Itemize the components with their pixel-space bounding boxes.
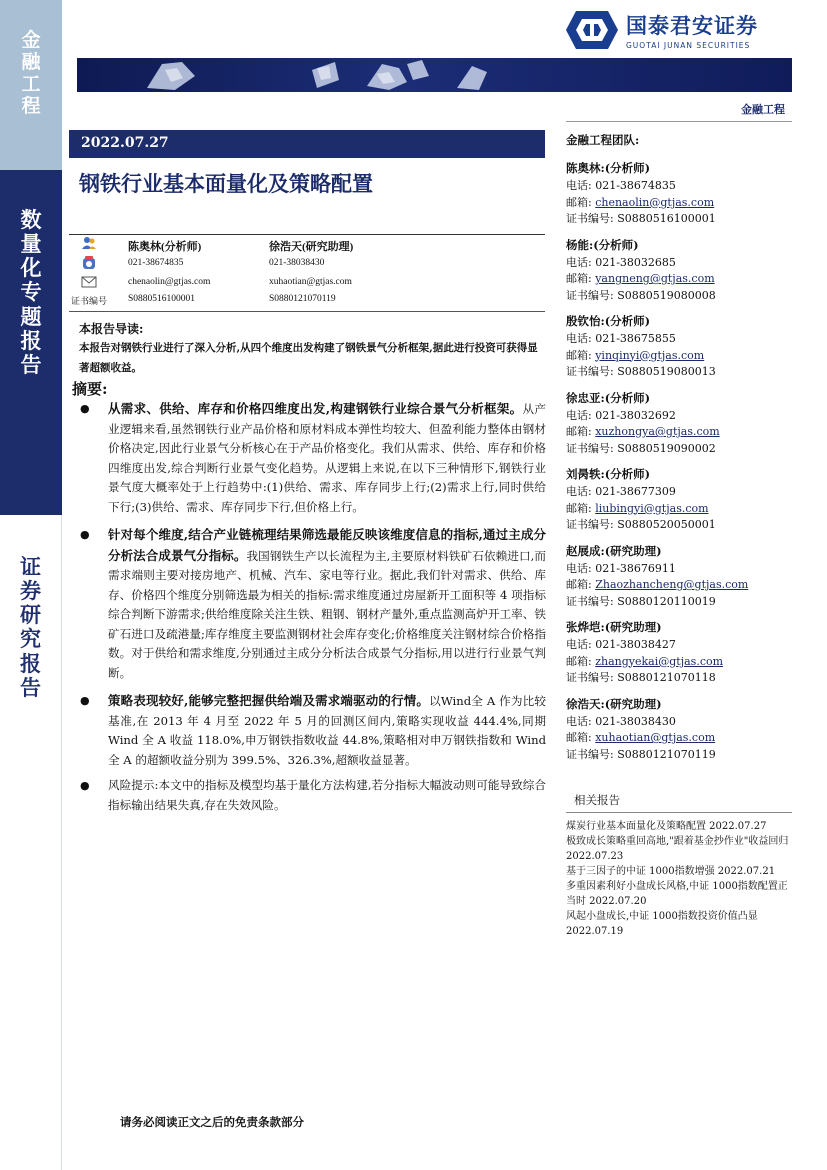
member-name: 殷钦怡:(分析师): [566, 314, 651, 328]
mail-icon: [81, 275, 97, 289]
related-reports: [566, 792, 792, 939]
member-name: 陈奥林:(分析师): [566, 161, 651, 175]
sidebar-char: 专: [20, 280, 42, 305]
cert-label: 证书编号:: [566, 441, 614, 455]
team-member: [566, 158, 796, 228]
cert-label: 证书编号: [71, 296, 108, 306]
cert-label: 证书编号:: [566, 518, 614, 531]
bullet-headline: 策略表现较好,能够完整把握供给端及需求端驱动的行情。: [108, 693, 430, 708]
cert-label: 证书编号:: [566, 288, 614, 302]
member-name: 张烨垲:(研究助理): [566, 620, 662, 634]
member-phone-line: [566, 484, 796, 501]
email-label: 邮箱:: [566, 731, 592, 744]
bullet-headline: 从需求、供给、库存和价格四维度出发,构建钢铁行业综合景气分析框架。: [108, 401, 523, 416]
member-email-line: [566, 730, 796, 747]
member-cert: S0880519080013: [617, 365, 716, 378]
bullet-icon: ●: [80, 528, 90, 541]
abstract-bullet: [78, 399, 546, 517]
cert-label: 证书编号:: [566, 594, 614, 608]
team-heading: 金融工程团队:: [566, 133, 640, 147]
member-phone-line: [566, 255, 796, 272]
member-cert-line: [566, 211, 796, 228]
member-email[interactable]: yangneng@gtjas.com: [595, 272, 715, 285]
team-member: [566, 311, 796, 381]
related-report-link[interactable]: 极致成长策略重回高地,"跟着基金抄作业"收益回归 2022.07.23: [566, 836, 789, 862]
author-cert-row: [69, 292, 545, 308]
logo-name-cn: 国泰君安证券: [626, 14, 758, 38]
email-label: 邮箱:: [566, 578, 592, 591]
cert-label: 证书编号:: [566, 365, 614, 378]
member-cert-line: [566, 441, 796, 458]
author-cert: S0880121070119: [269, 294, 336, 304]
phone-label: 电话:: [566, 638, 592, 651]
email-label: 邮箱:: [566, 501, 592, 515]
member-phone: 021-38038430: [595, 714, 676, 728]
person-icon: [81, 236, 97, 250]
phone-label: 电话:: [566, 485, 592, 498]
divider: [69, 234, 545, 235]
member-email-line: [566, 348, 796, 365]
member-email-line: [566, 577, 796, 594]
team-panel: [566, 132, 796, 770]
team-member: [566, 541, 796, 611]
member-phone: 021-38032692: [595, 408, 676, 422]
related-report-link[interactable]: 基于三因子的中证 1000指数增强 2022.07.21: [566, 866, 776, 877]
guide-text: 本报告对钢铁行业进行了深入分析,从四个维度出发构建了钢铁景气分析框架,据此进行投资可获得显著超额收益。: [79, 342, 538, 374]
sidebar-char: 数: [20, 208, 42, 232]
member-phone: 021-38032685: [595, 255, 676, 269]
member-phone-line: [566, 331, 796, 348]
bullet-icon: ●: [80, 402, 90, 415]
member-cert-line: [566, 747, 796, 764]
email-label: 邮箱:: [566, 654, 592, 668]
member-phone-line: [566, 178, 796, 195]
member-name: 刘昺轶:(分析师): [566, 467, 651, 481]
member-cert-line: [566, 288, 796, 305]
member-cert: S0880120110019: [617, 594, 716, 608]
email-label: 邮箱:: [566, 272, 592, 285]
member-cert: S0880516100001: [617, 212, 716, 225]
bullet-icon: ●: [80, 779, 90, 792]
related-report-link[interactable]: 风起小盘成长,中证 1000指数投资价值凸显 2022.07.19: [566, 911, 758, 937]
report-date: 2022.07.27: [69, 130, 545, 158]
member-cert: S0880121070118: [617, 671, 716, 684]
email-label: 邮箱:: [566, 425, 592, 438]
abstract-list: [78, 399, 546, 815]
team-member-list: [566, 158, 796, 763]
author-cert: S0880516100001: [128, 294, 196, 304]
phone-label: 电话:: [566, 714, 592, 728]
disclaimer-footer: 请务必阅读正文之后的免责条款部分: [120, 1115, 304, 1129]
abstract-bullet: [78, 691, 546, 770]
cert-label: 证书编号:: [566, 747, 614, 761]
cert-label: 证书编号:: [566, 212, 614, 225]
member-cert-line: [566, 594, 796, 611]
divider: [69, 311, 545, 312]
member-cert-line: [566, 517, 796, 534]
member-name: 徐忠亚:(分析师): [566, 390, 651, 405]
member-email[interactable]: chenaolin@gtjas.com: [595, 195, 715, 209]
member-email[interactable]: yinqinyi@gtjas.com: [595, 348, 705, 362]
member-email[interactable]: liubingyi@gtjas.com: [595, 501, 709, 515]
author-email[interactable]: chenaolin@gtjas.com: [128, 277, 211, 287]
related-report-link[interactable]: 多重因素利好小盘成长风格,中证 1000指数配置正当时 2022.07.20: [566, 881, 788, 907]
sidebar-char: 化: [20, 256, 42, 281]
author-phone: 021-38038430: [269, 258, 325, 268]
email-label: 邮箱:: [566, 348, 592, 362]
sidebar-char: 究: [20, 627, 41, 652]
sidebar-char: 告: [20, 675, 41, 700]
member-phone-line: [566, 408, 796, 425]
member-phone-line: [566, 714, 796, 731]
member-cert: S0880121070119: [617, 747, 716, 761]
divider: [566, 121, 792, 122]
author-email[interactable]: xuhaotian@gtjas.com: [269, 277, 352, 287]
sidebar-char: 报: [20, 328, 42, 353]
phone-label: 电话:: [566, 561, 592, 575]
sidebar-char: 研: [20, 603, 41, 628]
sidebar-char: 量: [20, 232, 42, 257]
author-name: 徐浩天(研究助理): [269, 241, 354, 253]
member-cert: S0880520050001: [617, 518, 716, 531]
author-name: 陈奥林(分析师): [128, 241, 202, 253]
author-phone-row: [69, 256, 545, 272]
sidebar-report-type-block: [0, 170, 62, 515]
sidebar-category-block: [0, 0, 62, 170]
sidebar-char: 工: [21, 72, 41, 95]
member-cert-line: [566, 670, 796, 687]
related-heading: 相关报告: [566, 792, 792, 813]
member-email[interactable]: Zhaozhancheng@gtjas.com: [595, 578, 749, 591]
left-sidebar: [0, 0, 62, 1170]
team-member: [566, 464, 796, 534]
author-name-row: [69, 236, 545, 252]
bullet-body: 以Wind全 A 作为比较基准,在 2013 年 4 月至 2022 年 5 月的回测区间内,策略实现收益 444.4%,同期 Wind 全 A 收益 118.0%,申万钢铁指数收益 44.8%,策略相对申万钢铁指数和 Wind 全 A 的超额收益分别为 399.5%、326.3%,超额收益显著。: [108, 694, 546, 767]
member-phone-line: [566, 561, 796, 578]
member-email-line: [566, 195, 796, 212]
sidebar-char: 报: [20, 651, 41, 676]
bullet-headline: 针对每个维度,结合产业链梳理结果筛选最能反映该维度信息的指标,通过主成分分析法合成景气分指标。: [108, 527, 546, 563]
member-name: 杨能:(分析师): [566, 237, 639, 252]
diamond-decoration-icon: [77, 58, 792, 92]
member-email[interactable]: xuhaotian@gtjas.com: [595, 731, 716, 744]
member-email-line: [566, 271, 796, 288]
member-phone: 021-38674835: [595, 179, 676, 192]
bullet-icon: ●: [80, 694, 90, 707]
member-phone: 021-38676911: [595, 561, 676, 575]
member-cert: S0880519090002: [617, 441, 716, 455]
logo-name-en: GUOTAI JUNAN SECURITIES: [626, 41, 751, 50]
cert-label: 证书编号:: [566, 671, 614, 684]
team-member: [566, 235, 796, 305]
logo-emblem-icon: [566, 11, 618, 49]
guide-heading: 本报告导读:: [79, 322, 144, 336]
sidebar-char: 融: [21, 50, 41, 73]
abstract-bullet: [78, 776, 546, 815]
related-report-link[interactable]: 煤炭行业基本面量化及策略配置 2022.07.27: [566, 821, 767, 832]
member-email-line: [566, 424, 796, 441]
sidebar-char: 告: [20, 352, 42, 377]
bullet-body: 我国钢铁生产以长流程为主,主要原材料铁矿石依赖进口,而需求端则主要对接房地产、机械、汽车、家电等行业。据此,我们针对需求、供给、库存、价格四个维度分别筛选最为相关的指标:需求维度通过房屋新开工面积等 4 项指标综合判断下游需求;供给维度除关注生铁、粗钢、钢材产量外,重点监测高炉开工率、铁矿石进口及疏港量;库存维度主要监测钢材社会库存变化;价格维度关注钢材综合价格指数。对于供给和需求维度,分别通过主成分分析法合成景气分指标,用以进行行业景气判断。: [108, 548, 546, 680]
bullet-body: 从产业逻辑来看,虽然钢铁行业产品价格和原材料成本弹性均较大、但盈利能力整体由钢材价格决定,因此行业景气分析核心在于产品价格变化。我们从需求、供给、库存和价格四维度出发,综合判断行业景气变化趋势。从逻辑上来说,在以下三种情形下,钢铁行业景气度大概率处于上行趋势中:(1)供给、需求、库存同步上行;(2)需求上行,同时供给下行;(3)供给、需求、库存同步下行,但价格上行。: [108, 402, 546, 514]
bullet-body: 风险提示:本文中的指标及模型均基于量化方法构建,若分指标大幅波动则可能导致综合指标输出结果失真,存在失效风险。: [108, 778, 546, 812]
sidebar-char: 证: [20, 555, 41, 579]
phone-label: 电话:: [566, 332, 592, 345]
sidebar-char: 券: [20, 579, 41, 604]
member-phone: 021-38038427: [595, 638, 676, 651]
phone-label: 电话:: [566, 179, 592, 192]
email-label: 邮箱:: [566, 195, 592, 209]
team-member: [566, 388, 796, 458]
team-member: [566, 694, 796, 764]
member-phone: 021-38677309: [595, 485, 676, 498]
member-email[interactable]: xuzhongya@gtjas.com: [595, 425, 720, 438]
abstract-heading: 摘要:: [72, 380, 108, 398]
sidebar-char: 金: [21, 29, 41, 51]
member-phone-line: [566, 637, 796, 654]
team-member: [566, 617, 796, 687]
phone-icon: [81, 256, 97, 270]
phone-label: 电话:: [566, 255, 592, 269]
member-name: 徐浩天:(研究助理): [566, 696, 662, 711]
author-email-row: [69, 275, 545, 291]
member-email-line: [566, 654, 796, 671]
report-title: 钢铁行业基本面量化及策略配置: [79, 171, 373, 196]
abstract-bullet: [78, 525, 546, 683]
member-name: 赵展成:(研究助理): [566, 543, 662, 558]
member-cert-line: [566, 364, 796, 381]
member-cert: S0880519080008: [617, 288, 716, 302]
company-logo: [566, 10, 758, 50]
member-phone: 021-38675855: [595, 332, 676, 345]
section-tag: 金融工程: [741, 103, 785, 116]
member-email[interactable]: zhangyekai@gtjas.com: [595, 654, 724, 668]
author-phone: 021-38674835: [128, 258, 184, 268]
phone-label: 电话:: [566, 408, 592, 422]
sidebar-char: 题: [20, 304, 42, 329]
sidebar-char: 程: [21, 94, 41, 117]
sidebar-doc-type-block: [0, 515, 62, 1170]
member-email-line: [566, 501, 796, 518]
header-banner: [77, 58, 792, 92]
